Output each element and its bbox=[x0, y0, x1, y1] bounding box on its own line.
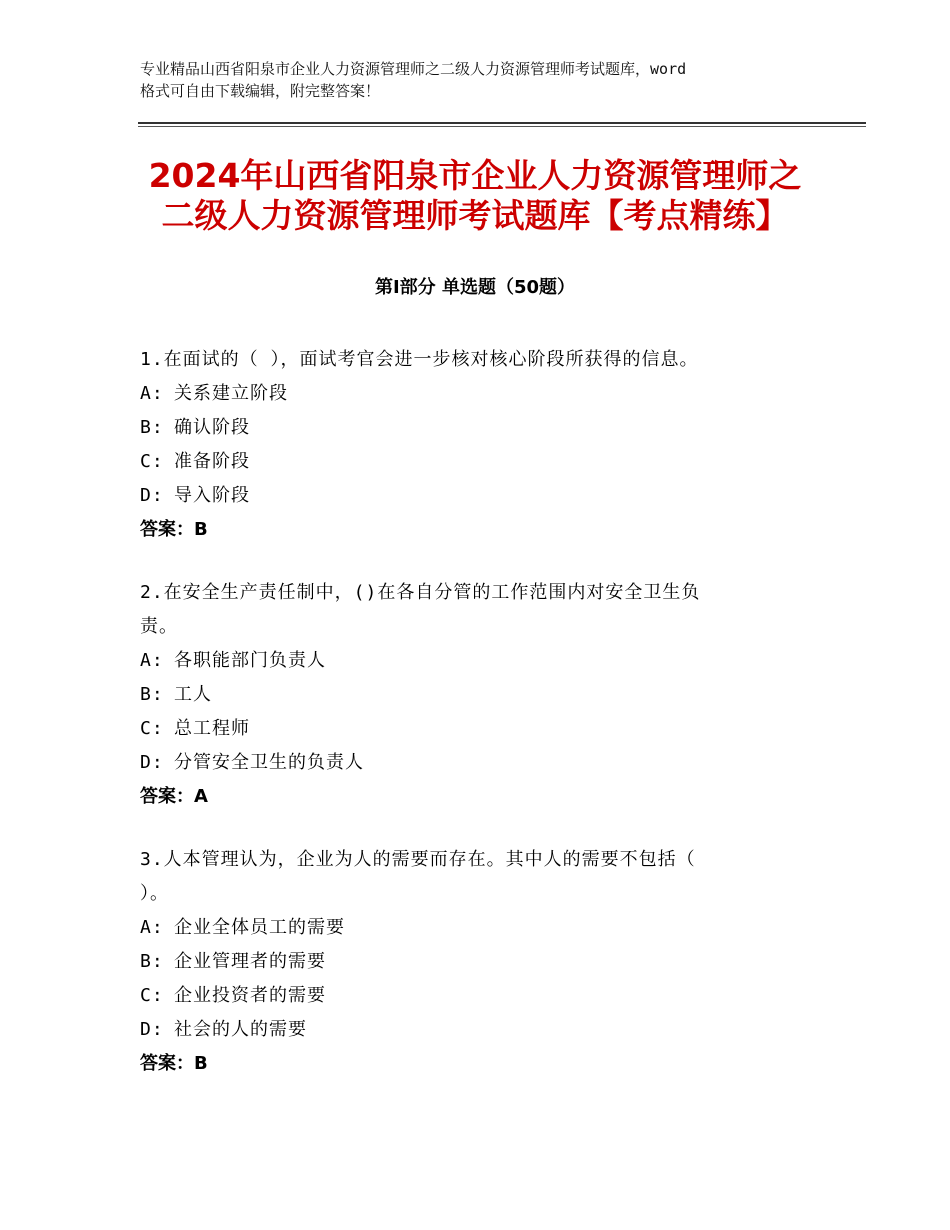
question-stem-line: 责。 bbox=[140, 616, 178, 637]
option-a bbox=[140, 644, 780, 678]
option-text: 工人 bbox=[174, 684, 212, 705]
header-note-line-1: 专业精品山西省阳泉市企业人力资源管理师之二级人力资源管理师考试题库，word bbox=[140, 60, 687, 78]
option-letter: C: bbox=[140, 985, 164, 1006]
question-stem-line: ）。 bbox=[140, 883, 169, 904]
question-list bbox=[140, 343, 780, 1081]
option-text: 分管安全卫生的负责人 bbox=[174, 752, 364, 773]
option-b bbox=[140, 411, 780, 445]
question-stem-line: 2.在安全生产责任制中，()在各自分管的工作范围内对安全卫生负 bbox=[140, 582, 701, 603]
option-letter: A: bbox=[140, 383, 164, 404]
option-c bbox=[140, 979, 780, 1013]
question-stem-line: 3.人本管理认为，企业为人的需要而存在。其中人的需要不包括（ bbox=[140, 849, 696, 870]
option-letter: D: bbox=[140, 485, 164, 506]
option-text: 社会的人的需要 bbox=[174, 1019, 307, 1040]
option-text: 确认阶段 bbox=[174, 417, 250, 438]
option-text: 关系建立阶段 bbox=[174, 383, 288, 404]
question-1 bbox=[140, 343, 780, 547]
section-title: 第Ⅰ部分 单选题（50题） bbox=[374, 277, 575, 298]
header-divider-thin bbox=[138, 126, 866, 127]
option-d bbox=[140, 1013, 780, 1047]
answer-line: 答案：B bbox=[140, 519, 208, 540]
document-title bbox=[100, 156, 850, 236]
option-text: 企业全体员工的需要 bbox=[174, 917, 345, 938]
option-text: 各职能部门负责人 bbox=[174, 650, 326, 671]
option-c bbox=[140, 445, 780, 479]
question-stem-line: 1.在面试的（ ），面试考官会进一步核对核心阶段所获得的信息。 bbox=[140, 349, 699, 370]
option-letter: D: bbox=[140, 1019, 164, 1040]
option-text: 导入阶段 bbox=[174, 485, 250, 506]
option-letter: B: bbox=[140, 951, 164, 972]
option-letter: D: bbox=[140, 752, 164, 773]
option-letter: A: bbox=[140, 650, 164, 671]
answer-line: 答案：A bbox=[140, 786, 208, 807]
option-letter: C: bbox=[140, 451, 164, 472]
header-note bbox=[140, 58, 830, 102]
option-letter: B: bbox=[140, 684, 164, 705]
option-a bbox=[140, 911, 780, 945]
header-note-line-2: 格式可自由下载编辑，附完整答案！ bbox=[140, 82, 381, 100]
option-text: 企业投资者的需要 bbox=[174, 985, 326, 1006]
question-2 bbox=[140, 576, 780, 814]
option-d bbox=[140, 479, 780, 513]
answer-line: 答案：B bbox=[140, 1053, 208, 1074]
option-c bbox=[140, 712, 780, 746]
option-letter: B: bbox=[140, 417, 164, 438]
question-3 bbox=[140, 843, 780, 1081]
document-title-line-1: 2024年山西省阳泉市企业人力资源管理师之 bbox=[148, 156, 802, 195]
option-text: 准备阶段 bbox=[174, 451, 250, 472]
option-d bbox=[140, 746, 780, 780]
option-text: 总工程师 bbox=[174, 718, 250, 739]
document-title-line-2: 二级人力资源管理师考试题库【考点精练】 bbox=[161, 196, 789, 235]
option-text: 企业管理者的需要 bbox=[174, 951, 326, 972]
option-a bbox=[140, 377, 780, 411]
header-divider-thick bbox=[138, 122, 866, 124]
option-b bbox=[140, 945, 780, 979]
option-letter: A: bbox=[140, 917, 164, 938]
option-letter: C: bbox=[140, 718, 164, 739]
option-b bbox=[140, 678, 780, 712]
